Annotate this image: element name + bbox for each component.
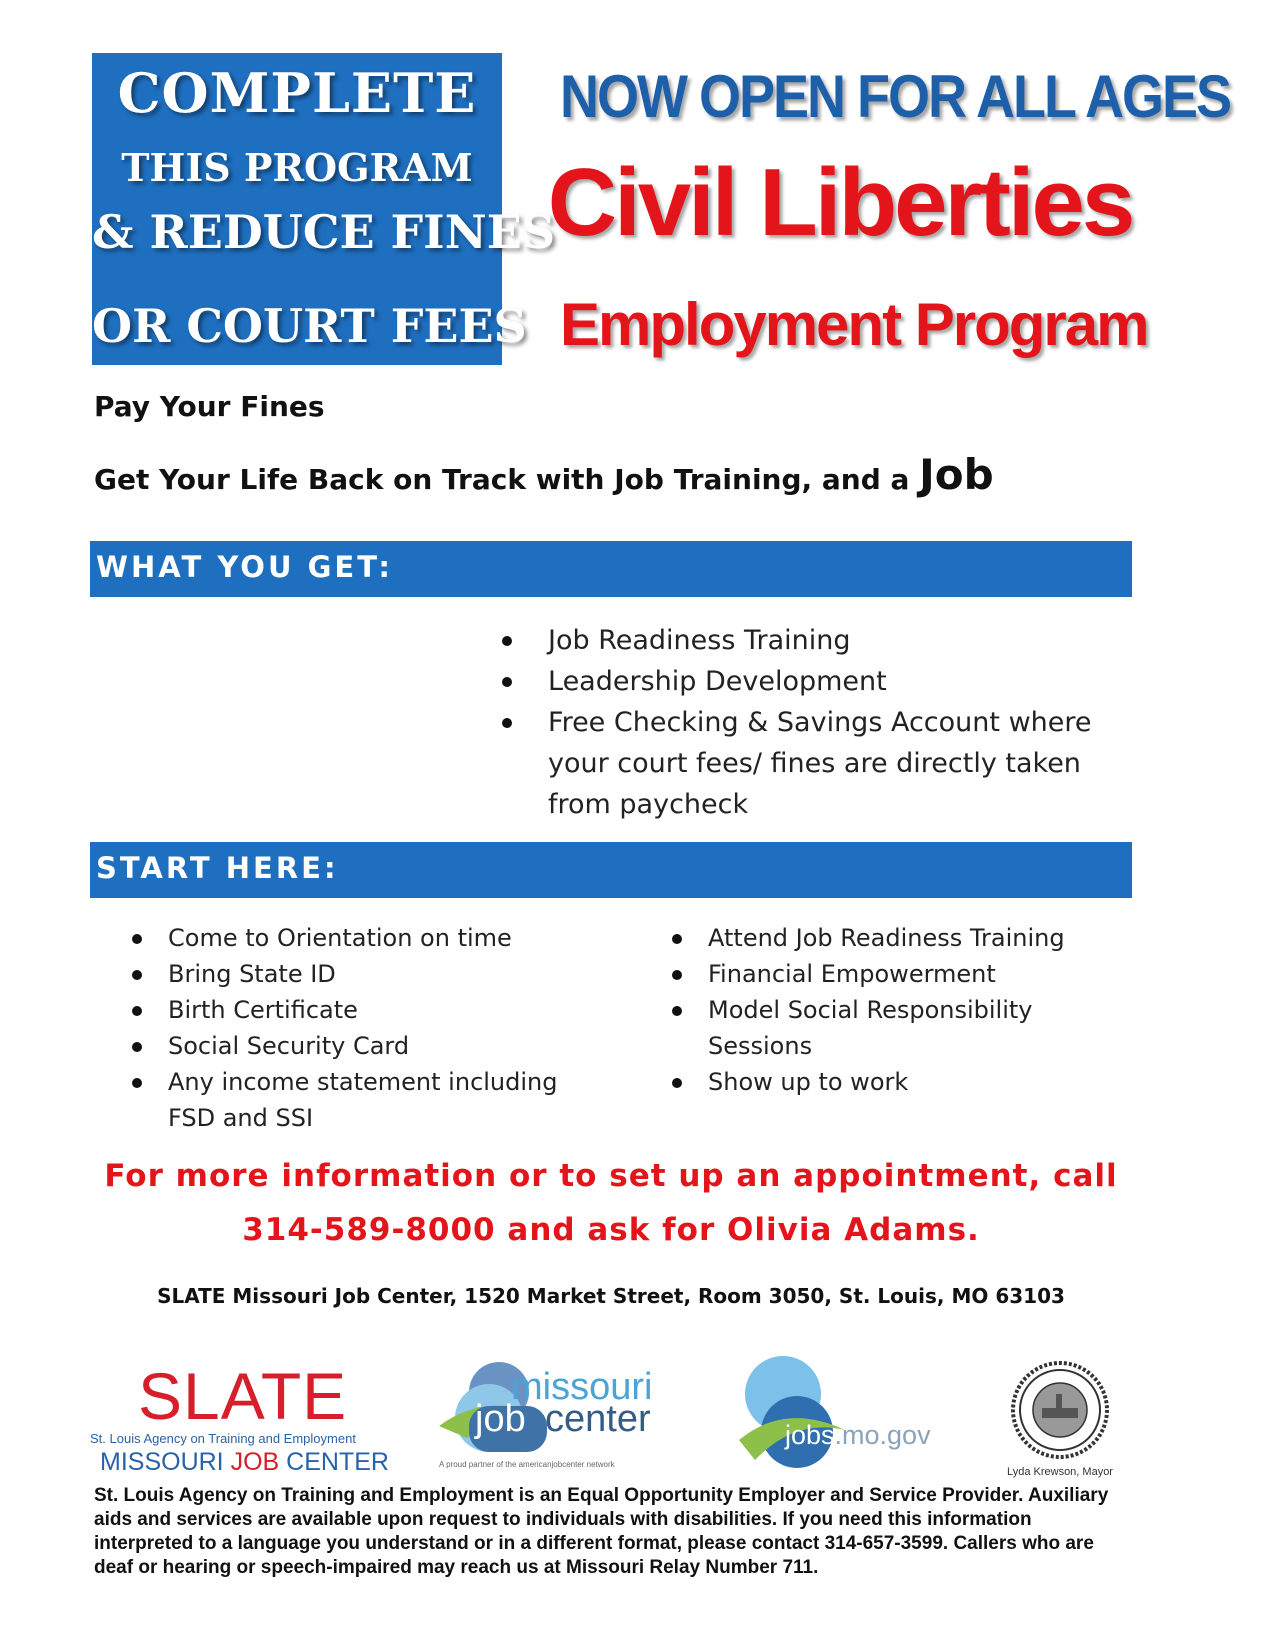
mojc-missouri-text: missouri xyxy=(511,1366,653,1408)
slate-logo xyxy=(90,1359,390,1476)
slate-logo-mjc xyxy=(100,1448,389,1477)
list-item-text: Free Checking & Savings Account where your court fees/ fines are directly taken from paycheck xyxy=(548,707,1092,820)
list-item-text: Leadership Development xyxy=(548,666,887,697)
program-subtitle: Employment Program xyxy=(560,291,1148,358)
slate-logo-word: SLATE xyxy=(138,1359,348,1433)
seal-caption: Lyda Krewson, Mayor xyxy=(1007,1466,1113,1478)
bullet-icon xyxy=(132,1042,142,1052)
jobs-mo-gov-logo-graphic xyxy=(735,1352,965,1470)
list-item-text: Attend Job Readiness Training xyxy=(708,924,1065,952)
bullet-icon xyxy=(132,970,142,980)
bullet-icon xyxy=(672,934,682,944)
what-you-get-bar xyxy=(90,541,1132,597)
bullet-icon xyxy=(672,970,682,980)
tagline: NOW OPEN FOR ALL AGES xyxy=(560,63,1231,131)
jobs-mo-gov-jobs: jobs xyxy=(785,1420,835,1450)
promo-line-court-fees: OR COURT FEES xyxy=(92,299,527,353)
list-item-text: Any income statement including FSD and SSI xyxy=(168,1068,558,1132)
bullet-icon xyxy=(132,934,142,944)
list-item-text: Social Security Card xyxy=(168,1032,410,1060)
mojc-job-text: job xyxy=(475,1398,526,1440)
jobs-mo-gov-domain: .mo.gov xyxy=(834,1420,931,1450)
list-item xyxy=(130,1028,580,1064)
promo-box xyxy=(92,53,556,365)
list-item-text: Job Readiness Training xyxy=(548,625,851,656)
contact-phone-line: 314-589-8000 and ask for Olivia Adams. xyxy=(242,1212,980,1248)
bullet-icon xyxy=(672,1006,682,1016)
promo-line-reduce-fines: & REDUCE FINES xyxy=(92,205,556,259)
what-you-get-list xyxy=(502,620,1102,825)
promo-line-complete: COMPLETE xyxy=(117,61,477,125)
list-item xyxy=(502,702,1102,825)
program-title: Civil Liberties xyxy=(547,149,1133,256)
bullet-icon xyxy=(132,1006,142,1016)
jobs-mo-gov-logo xyxy=(735,1352,965,1470)
start-here-bar xyxy=(90,842,1132,898)
list-item xyxy=(670,992,1110,1064)
list-item xyxy=(130,1064,580,1136)
bullet-icon xyxy=(502,636,512,646)
city-seal-icon xyxy=(1010,1360,1110,1460)
list-item xyxy=(130,956,580,992)
bullet-icon xyxy=(132,1078,142,1088)
intro-job-training-text: Get Your Life Back on Track with Job Training, and a xyxy=(94,463,920,496)
contact-info-line: For more information or to set up an appointment, call xyxy=(104,1158,1118,1194)
start-here-heading: START HERE: xyxy=(96,851,339,885)
slate-mjc-missouri: MISSOURI xyxy=(100,1448,231,1476)
list-item-text: Show up to work xyxy=(708,1068,909,1096)
list-item xyxy=(670,920,1110,956)
list-item-text: Financial Empowerment xyxy=(708,960,996,988)
missouri-job-center-logo xyxy=(437,1354,677,1474)
slate-mjc-job: JOB xyxy=(230,1448,280,1476)
intro-job-training xyxy=(94,450,994,499)
promo-line-this-program: THIS PROGRAM xyxy=(121,145,473,190)
mojc-center-text: center xyxy=(545,1398,651,1440)
what-you-get-heading: WHAT YOU GET: xyxy=(96,550,393,584)
start-here-left-list xyxy=(130,920,580,1136)
list-item xyxy=(130,920,580,956)
list-item xyxy=(670,1064,1110,1100)
list-item-text: Birth Certificate xyxy=(168,996,358,1024)
intro-job-emphasis: Job xyxy=(919,450,994,499)
list-item xyxy=(502,620,1102,661)
jobs-mo-gov-text xyxy=(785,1420,931,1451)
bullet-icon xyxy=(502,718,512,728)
list-item xyxy=(670,956,1110,992)
list-item-text: Come to Orientation on time xyxy=(168,924,512,952)
bullet-icon xyxy=(502,677,512,687)
list-item xyxy=(130,992,580,1028)
list-item-text: Bring State ID xyxy=(168,960,336,988)
disclaimer: St. Louis Agency on Training and Employment is an Equal Opportunity Employer and Service Provider. Auxiliary aids and services are available upon request to individuals with disabilities. If you need this information interpreted to a language you understand or in a different format, please contact 314-657-3599. Callers who are deaf or hearing or speech-impaired may reach us at Missouri Relay Number 711. xyxy=(94,1485,1109,1578)
start-here-right-list xyxy=(670,920,1110,1100)
list-item-text: Model Social Responsibility Sessions xyxy=(708,996,1033,1060)
slate-mjc-center: CENTER xyxy=(279,1448,389,1476)
mojc-partner-note: A proud partner of the americanjobcenter network xyxy=(439,1460,615,1469)
city-seal-graphic xyxy=(1010,1360,1110,1460)
list-item xyxy=(502,661,1102,702)
bullet-icon xyxy=(672,1078,682,1088)
slate-logo-subtitle: St. Louis Agency on Training and Employment xyxy=(90,1431,356,1446)
address: SLATE Missouri Job Center, 1520 Market Street, Room 3050, St. Louis, MO 63103 xyxy=(157,1284,1065,1308)
intro-pay-fines: Pay Your Fines xyxy=(94,390,325,423)
